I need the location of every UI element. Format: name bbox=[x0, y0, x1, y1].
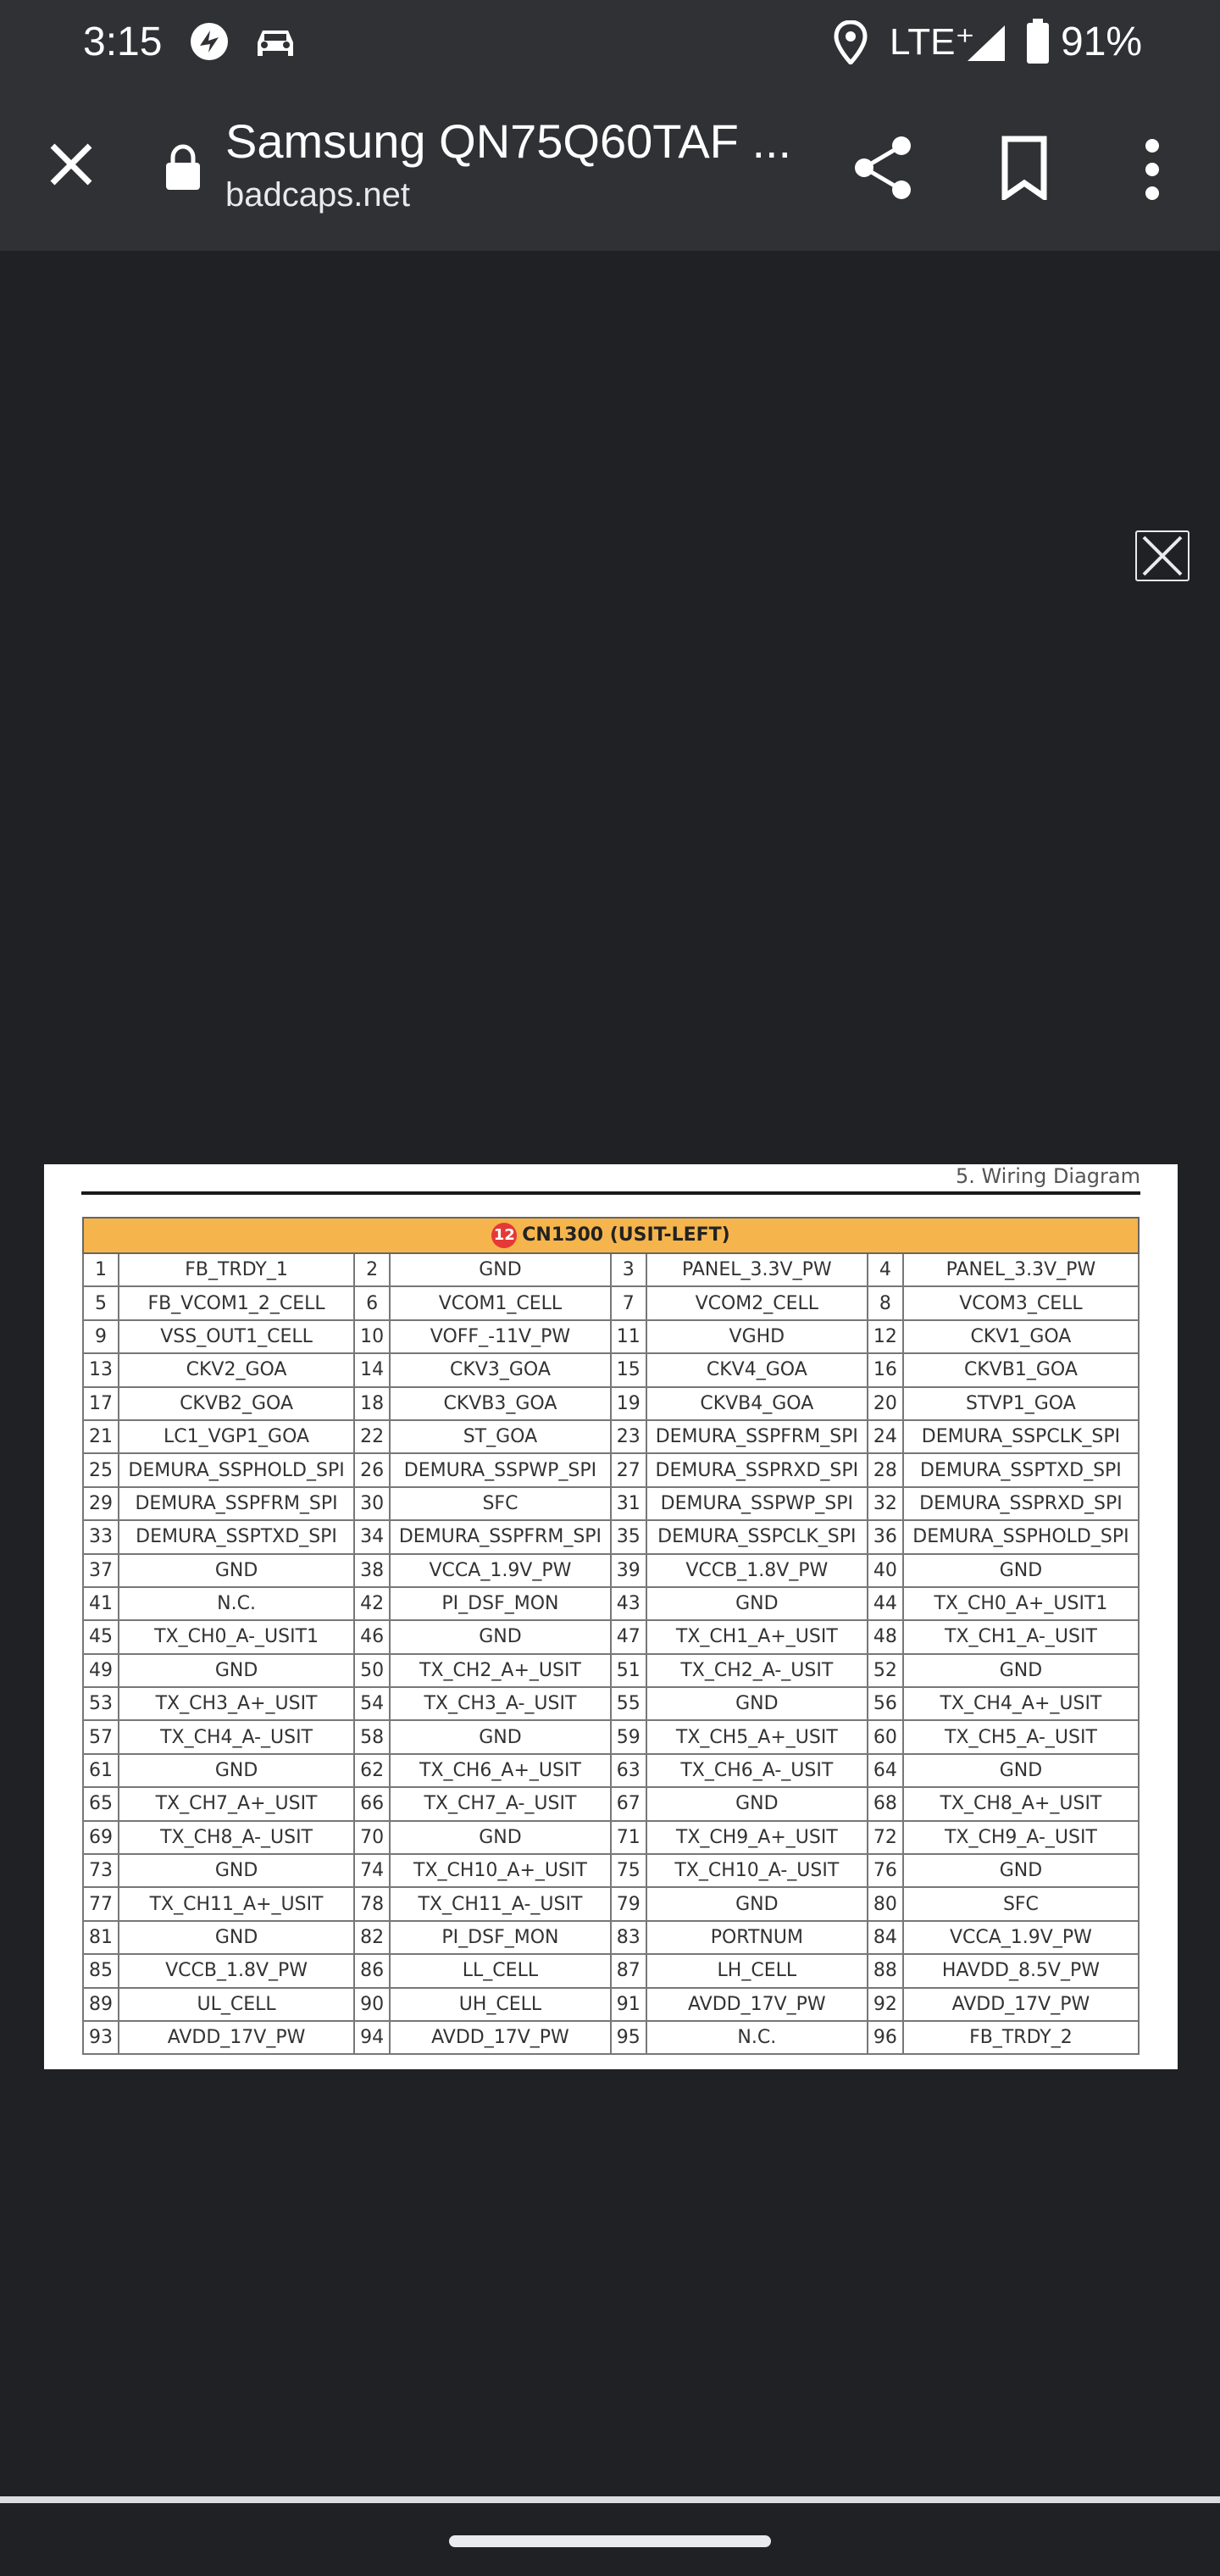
pin-signal: CKV3_GOA bbox=[390, 1353, 611, 1386]
table-title bbox=[83, 1218, 1139, 1253]
pin-number: 85 bbox=[83, 1954, 119, 1987]
table-row bbox=[83, 1720, 1139, 1753]
pin-signal: GND bbox=[903, 1854, 1139, 1887]
pin-signal: VCCB_1.8V_PW bbox=[646, 1554, 868, 1587]
pin-number: 54 bbox=[354, 1687, 390, 1720]
pin-signal: TX_CH5_A+_USIT bbox=[646, 1720, 868, 1753]
pin-signal: TX_CH6_A+_USIT bbox=[390, 1754, 611, 1787]
pin-number: 63 bbox=[611, 1754, 646, 1787]
pin-number: 55 bbox=[611, 1687, 646, 1720]
pin-number: 75 bbox=[611, 1854, 646, 1887]
pin-number: 76 bbox=[868, 1854, 903, 1887]
pin-signal: VOFF_-11V_PW bbox=[390, 1320, 611, 1353]
viewer-close-icon[interactable] bbox=[1135, 530, 1190, 581]
pin-signal: CKV2_GOA bbox=[119, 1353, 354, 1386]
pin-number: 47 bbox=[611, 1620, 646, 1653]
pin-number: 94 bbox=[354, 2021, 390, 2054]
pin-number: 64 bbox=[868, 1754, 903, 1787]
pin-signal: TX_CH10_A-_USIT bbox=[646, 1854, 868, 1887]
pin-number: 7 bbox=[611, 1286, 646, 1319]
pin-signal: TX_CH10_A+_USIT bbox=[390, 1854, 611, 1887]
pin-number: 50 bbox=[354, 1654, 390, 1687]
pin-signal: N.C. bbox=[646, 2021, 868, 2054]
pin-number: 89 bbox=[83, 1988, 119, 2021]
pin-number: 33 bbox=[83, 1520, 119, 1553]
status-bar bbox=[0, 0, 1220, 85]
pin-number: 56 bbox=[868, 1687, 903, 1720]
pin-number: 67 bbox=[611, 1787, 646, 1820]
pin-number: 39 bbox=[611, 1554, 646, 1587]
pin-number: 20 bbox=[868, 1387, 903, 1420]
location-icon bbox=[834, 20, 868, 69]
pin-signal: CKVB3_GOA bbox=[390, 1387, 611, 1420]
car-icon bbox=[252, 25, 298, 65]
table-row bbox=[83, 1821, 1139, 1854]
page-title[interactable]: Samsung QN75Q60TAF ... bbox=[225, 114, 792, 168]
table-row bbox=[83, 1787, 1139, 1820]
pin-signal: GND bbox=[390, 1253, 611, 1286]
pin-signal: STVP1_GOA bbox=[903, 1387, 1139, 1420]
pin-number: 3 bbox=[611, 1253, 646, 1286]
pin-signal: DEMURA_SSPTXD_SPI bbox=[903, 1453, 1139, 1486]
pin-number: 68 bbox=[868, 1787, 903, 1820]
pin-signal: VCOM2_CELL bbox=[646, 1286, 868, 1319]
pin-number: 57 bbox=[83, 1720, 119, 1753]
pin-number: 27 bbox=[611, 1453, 646, 1486]
pinout-table bbox=[82, 1217, 1140, 2055]
pin-signal: GND bbox=[390, 1620, 611, 1653]
ferrari-icon bbox=[188, 20, 230, 67]
pin-number: 48 bbox=[868, 1620, 903, 1653]
pin-signal: GND bbox=[903, 1554, 1139, 1587]
pin-signal: TX_CH2_A-_USIT bbox=[646, 1654, 868, 1687]
pin-number: 32 bbox=[868, 1487, 903, 1520]
pin-number: 92 bbox=[868, 1988, 903, 2021]
pin-signal: TX_CH1_A+_USIT bbox=[646, 1620, 868, 1653]
custom-tab-toolbar bbox=[0, 85, 1220, 251]
pin-signal: TX_CH4_A-_USIT bbox=[119, 1720, 354, 1753]
table-row bbox=[83, 1921, 1139, 1954]
pin-signal: DEMURA_SSPRXD_SPI bbox=[646, 1453, 868, 1486]
table-row bbox=[83, 1620, 1139, 1653]
pin-signal: FB_VCOM1_2_CELL bbox=[119, 1286, 354, 1319]
pin-signal: SFC bbox=[903, 1887, 1139, 1920]
pin-number: 84 bbox=[868, 1921, 903, 1954]
pin-signal: TX_CH8_A+_USIT bbox=[903, 1787, 1139, 1820]
pin-number: 77 bbox=[83, 1887, 119, 1920]
pin-number: 86 bbox=[354, 1954, 390, 1987]
pin-signal: CKV1_GOA bbox=[903, 1320, 1139, 1353]
table-title-text: CN1300 (USIT-LEFT) bbox=[522, 1224, 730, 1246]
bookmark-icon[interactable] bbox=[1000, 136, 1049, 200]
pin-signal: GND bbox=[119, 1654, 354, 1687]
pin-number: 31 bbox=[611, 1487, 646, 1520]
table-row bbox=[83, 1587, 1139, 1620]
pin-number: 18 bbox=[354, 1387, 390, 1420]
pin-number: 11 bbox=[611, 1320, 646, 1353]
page-header: 5. Wiring Diagram bbox=[955, 1164, 1140, 1188]
pin-signal: GND bbox=[646, 1887, 868, 1920]
pin-signal: DEMURA_SSPFRM_SPI bbox=[390, 1520, 611, 1553]
pin-number: 43 bbox=[611, 1587, 646, 1620]
table-row bbox=[83, 2021, 1139, 2054]
pin-number: 36 bbox=[868, 1520, 903, 1553]
pin-number: 41 bbox=[83, 1587, 119, 1620]
pin-signal: LC1_VGP1_GOA bbox=[119, 1420, 354, 1453]
table-row bbox=[83, 1654, 1139, 1687]
pin-number: 82 bbox=[354, 1921, 390, 1954]
pin-number: 13 bbox=[83, 1353, 119, 1386]
pin-signal: TX_CH1_A-_USIT bbox=[903, 1620, 1139, 1653]
pin-number: 51 bbox=[611, 1654, 646, 1687]
pin-signal: CKV4_GOA bbox=[646, 1353, 868, 1386]
pin-number: 81 bbox=[83, 1921, 119, 1954]
pin-number: 29 bbox=[83, 1487, 119, 1520]
table-row bbox=[83, 1954, 1139, 1987]
pin-number: 91 bbox=[611, 1988, 646, 2021]
pin-number: 79 bbox=[611, 1887, 646, 1920]
pin-signal: GND bbox=[119, 1854, 354, 1887]
pin-number: 19 bbox=[611, 1387, 646, 1420]
home-gesture-pill[interactable] bbox=[449, 2535, 771, 2547]
pin-number: 90 bbox=[354, 1988, 390, 2021]
pin-signal: GND bbox=[119, 1921, 354, 1954]
pin-number: 4 bbox=[868, 1253, 903, 1286]
table-row bbox=[83, 1988, 1139, 2021]
pin-number: 34 bbox=[354, 1520, 390, 1553]
pin-signal: CKVB4_GOA bbox=[646, 1387, 868, 1420]
pin-signal: GND bbox=[646, 1787, 868, 1820]
pin-number: 95 bbox=[611, 2021, 646, 2054]
pin-signal: GND bbox=[646, 1587, 868, 1620]
table-number-badge: 12 bbox=[491, 1223, 517, 1248]
navigation-bar bbox=[0, 2503, 1220, 2576]
more-vert-icon[interactable] bbox=[1139, 136, 1166, 203]
navbar-divider bbox=[0, 2496, 1220, 2503]
pin-signal: PI_DSF_MON bbox=[390, 1921, 611, 1954]
table-row bbox=[83, 1387, 1139, 1420]
pin-number: 72 bbox=[868, 1821, 903, 1854]
pin-number: 69 bbox=[83, 1821, 119, 1854]
pin-signal: DEMURA_SSPCLK_SPI bbox=[903, 1420, 1139, 1453]
pin-signal: VSS_OUT1_CELL bbox=[119, 1320, 354, 1353]
pin-signal: TX_CH9_A-_USIT bbox=[903, 1821, 1139, 1854]
pin-number: 73 bbox=[83, 1854, 119, 1887]
pin-signal: DEMURA_SSPFRM_SPI bbox=[119, 1487, 354, 1520]
pin-signal: LL_CELL bbox=[390, 1954, 611, 1987]
pin-number: 45 bbox=[83, 1620, 119, 1653]
pin-signal: AVDD_17V_PW bbox=[390, 2021, 611, 2054]
pin-signal: LH_CELL bbox=[646, 1954, 868, 1987]
table-row bbox=[83, 1887, 1139, 1920]
status-time: 3:15 bbox=[83, 19, 163, 64]
pin-signal: PANEL_3.3V_PW bbox=[646, 1253, 868, 1286]
table-row bbox=[83, 1487, 1139, 1520]
pin-signal: AVDD_17V_PW bbox=[903, 1988, 1139, 2021]
table-row bbox=[83, 1687, 1139, 1720]
pin-signal: SFC bbox=[390, 1487, 611, 1520]
table-row bbox=[83, 1320, 1139, 1353]
pin-number: 30 bbox=[354, 1487, 390, 1520]
pin-number: 14 bbox=[354, 1353, 390, 1386]
pin-number: 23 bbox=[611, 1420, 646, 1453]
pin-signal: CKVB2_GOA bbox=[119, 1387, 354, 1420]
table-row bbox=[83, 1453, 1139, 1486]
table-row bbox=[83, 1286, 1139, 1319]
pin-number: 88 bbox=[868, 1954, 903, 1987]
pin-signal: VCOM3_CELL bbox=[903, 1286, 1139, 1319]
pin-signal: UL_CELL bbox=[119, 1988, 354, 2021]
pin-number: 10 bbox=[354, 1320, 390, 1353]
pin-number: 59 bbox=[611, 1720, 646, 1753]
pin-signal: DEMURA_SSPTXD_SPI bbox=[119, 1520, 354, 1553]
network-type: LTE⁺ bbox=[890, 21, 975, 63]
table-row bbox=[83, 1754, 1139, 1787]
table-row bbox=[83, 1854, 1139, 1887]
pin-signal: DEMURA_SSPCLK_SPI bbox=[646, 1520, 868, 1553]
pin-number: 65 bbox=[83, 1787, 119, 1820]
pin-number: 38 bbox=[354, 1554, 390, 1587]
pin-signal: VCCA_1.9V_PW bbox=[390, 1554, 611, 1587]
pin-signal: TX_CH6_A-_USIT bbox=[646, 1754, 868, 1787]
table-row bbox=[83, 1253, 1139, 1286]
pin-number: 80 bbox=[868, 1887, 903, 1920]
pin-signal: TX_CH7_A+_USIT bbox=[119, 1787, 354, 1820]
page-url[interactable]: badcaps.net bbox=[225, 176, 410, 214]
signal-icon bbox=[966, 24, 1006, 67]
pin-signal: PORTNUM bbox=[646, 1921, 868, 1954]
share-icon[interactable] bbox=[851, 134, 915, 202]
pin-number: 93 bbox=[83, 2021, 119, 2054]
pin-signal: GND bbox=[646, 1687, 868, 1720]
pin-signal: AVDD_17V_PW bbox=[646, 1988, 868, 2021]
pin-number: 17 bbox=[83, 1387, 119, 1420]
pin-number: 12 bbox=[868, 1320, 903, 1353]
image-viewer bbox=[0, 251, 1220, 2496]
pin-signal: GND bbox=[390, 1821, 611, 1854]
pin-signal: TX_CH0_A-_USIT1 bbox=[119, 1620, 354, 1653]
pin-number: 60 bbox=[868, 1720, 903, 1753]
pin-number: 22 bbox=[354, 1420, 390, 1453]
pin-number: 15 bbox=[611, 1353, 646, 1386]
pin-number: 49 bbox=[83, 1654, 119, 1687]
pin-signal: VGHD bbox=[646, 1320, 868, 1353]
pin-number: 44 bbox=[868, 1587, 903, 1620]
pin-signal: PANEL_3.3V_PW bbox=[903, 1253, 1139, 1286]
pin-number: 83 bbox=[611, 1921, 646, 1954]
pin-number: 53 bbox=[83, 1687, 119, 1720]
pin-signal: N.C. bbox=[119, 1587, 354, 1620]
pin-signal: DEMURA_SSPWP_SPI bbox=[646, 1487, 868, 1520]
pin-number: 87 bbox=[611, 1954, 646, 1987]
battery-percentage: 91% bbox=[1061, 19, 1143, 64]
pin-signal: CKVB1_GOA bbox=[903, 1353, 1139, 1386]
pin-signal: TX_CH11_A-_USIT bbox=[390, 1887, 611, 1920]
pin-number: 40 bbox=[868, 1554, 903, 1587]
pin-number: 71 bbox=[611, 1821, 646, 1854]
pin-number: 28 bbox=[868, 1453, 903, 1486]
pin-number: 96 bbox=[868, 2021, 903, 2054]
pin-number: 78 bbox=[354, 1887, 390, 1920]
pin-signal: TX_CH5_A-_USIT bbox=[903, 1720, 1139, 1753]
pin-signal: VCCA_1.9V_PW bbox=[903, 1921, 1139, 1954]
pin-signal: DEMURA_SSPHOLD_SPI bbox=[119, 1453, 354, 1486]
pin-signal: GND bbox=[903, 1654, 1139, 1687]
pin-signal: TX_CH7_A-_USIT bbox=[390, 1787, 611, 1820]
table-body bbox=[83, 1253, 1139, 2054]
pin-signal: TX_CH2_A+_USIT bbox=[390, 1654, 611, 1687]
pin-signal: GND bbox=[119, 1754, 354, 1787]
pin-signal: AVDD_17V_PW bbox=[119, 2021, 354, 2054]
pin-number: 25 bbox=[83, 1453, 119, 1486]
pin-number: 42 bbox=[354, 1587, 390, 1620]
pin-signal: DEMURA_SSPWP_SPI bbox=[390, 1453, 611, 1486]
pin-signal: GND bbox=[119, 1554, 354, 1587]
pin-signal: GND bbox=[903, 1754, 1139, 1787]
document-image[interactable] bbox=[44, 1164, 1178, 2069]
pin-number: 62 bbox=[354, 1754, 390, 1787]
pin-signal: TX_CH0_A+_USIT1 bbox=[903, 1587, 1139, 1620]
pin-number: 52 bbox=[868, 1654, 903, 1687]
pin-number: 35 bbox=[611, 1520, 646, 1553]
table-row bbox=[83, 1353, 1139, 1386]
pin-number: 46 bbox=[354, 1620, 390, 1653]
pin-signal: TX_CH3_A-_USIT bbox=[390, 1687, 611, 1720]
pin-number: 9 bbox=[83, 1320, 119, 1353]
divider bbox=[81, 1191, 1140, 1195]
table-row bbox=[83, 1420, 1139, 1453]
table-row bbox=[83, 1554, 1139, 1587]
pin-signal: DEMURA_SSPRXD_SPI bbox=[903, 1487, 1139, 1520]
table-row bbox=[83, 1520, 1139, 1553]
pin-number: 5 bbox=[83, 1286, 119, 1319]
pin-number: 6 bbox=[354, 1286, 390, 1319]
pin-signal: HAVDD_8.5V_PW bbox=[903, 1954, 1139, 1987]
pin-signal: VCOM1_CELL bbox=[390, 1286, 611, 1319]
pin-number: 70 bbox=[354, 1821, 390, 1854]
pin-number: 24 bbox=[868, 1420, 903, 1453]
pin-number: 1 bbox=[83, 1253, 119, 1286]
pin-signal: TX_CH4_A+_USIT bbox=[903, 1687, 1139, 1720]
pin-signal: TX_CH11_A+_USIT bbox=[119, 1887, 354, 1920]
pin-number: 2 bbox=[354, 1253, 390, 1286]
pin-signal: PI_DSF_MON bbox=[390, 1587, 611, 1620]
pin-number: 74 bbox=[354, 1854, 390, 1887]
lock-icon[interactable] bbox=[164, 144, 202, 192]
pin-signal: VCCB_1.8V_PW bbox=[119, 1954, 354, 1987]
pin-signal: DEMURA_SSPHOLD_SPI bbox=[903, 1520, 1139, 1553]
pin-number: 8 bbox=[868, 1286, 903, 1319]
pin-number: 66 bbox=[354, 1787, 390, 1820]
pin-signal: TX_CH8_A-_USIT bbox=[119, 1821, 354, 1854]
pin-signal: FB_TRDY_1 bbox=[119, 1253, 354, 1286]
pin-number: 58 bbox=[354, 1720, 390, 1753]
pin-number: 61 bbox=[83, 1754, 119, 1787]
pin-signal: GND bbox=[390, 1720, 611, 1753]
pin-signal: FB_TRDY_2 bbox=[903, 2021, 1139, 2054]
pin-signal: DEMURA_SSPFRM_SPI bbox=[646, 1420, 868, 1453]
pin-signal: TX_CH9_A+_USIT bbox=[646, 1821, 868, 1854]
pin-signal: ST_GOA bbox=[390, 1420, 611, 1453]
pin-signal: UH_CELL bbox=[390, 1988, 611, 2021]
pin-number: 26 bbox=[354, 1453, 390, 1486]
close-icon[interactable] bbox=[44, 137, 98, 192]
pin-number: 21 bbox=[83, 1420, 119, 1453]
battery-icon bbox=[1025, 19, 1051, 69]
pin-number: 16 bbox=[868, 1353, 903, 1386]
pin-signal: TX_CH3_A+_USIT bbox=[119, 1687, 354, 1720]
pin-number: 37 bbox=[83, 1554, 119, 1587]
